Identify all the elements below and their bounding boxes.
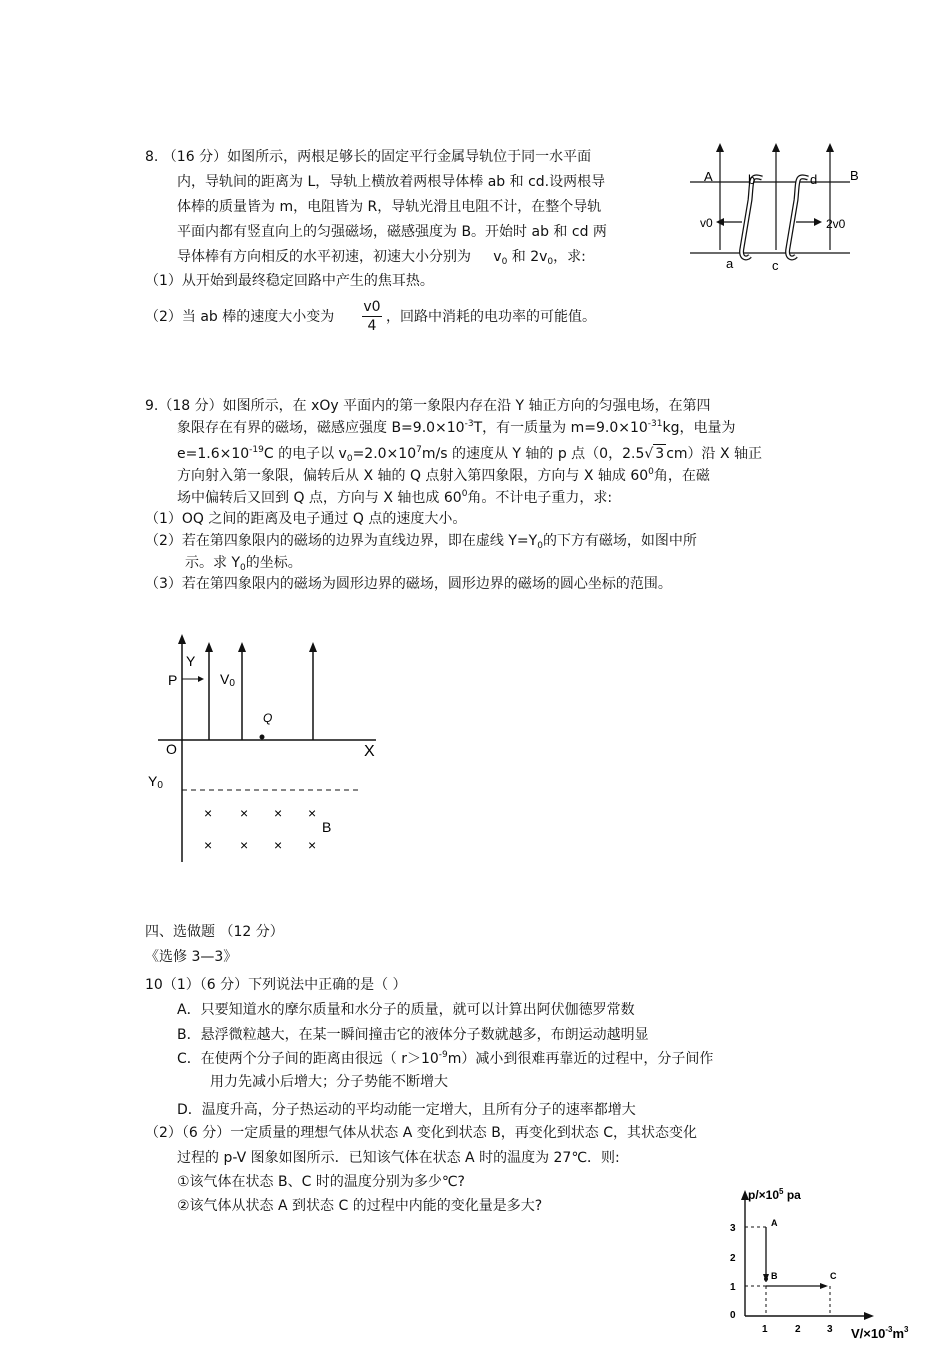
q9-label-O: O <box>166 741 177 757</box>
q10-option-d: D．温度升高，分子热运动的平均动能一定增大，且所有分子的速率都增大 <box>177 1102 636 1118</box>
q8-fraction-denominator: 4 <box>367 318 377 334</box>
q9-label-X: X <box>364 743 375 760</box>
q10-option-a: A．只要知道水的摩尔质量和水分子的质量，就可以计算出阿伏伽德罗常数 <box>177 1002 635 1018</box>
q8-label-v0: v0 <box>700 216 713 230</box>
q9-label-V0 <box>220 671 235 689</box>
pv-xtick-1: 1 <box>762 1324 768 1335</box>
q9-label-B: B <box>322 819 332 835</box>
q8-line-3: 体棒的质量皆为 m，电阻皆为 R，导轨光滑且电阻不计，在整个导轨 <box>177 199 602 215</box>
pv-ytick-3: 3 <box>730 1223 736 1234</box>
field-cross: × <box>274 837 283 853</box>
section-4-title: 四、选做题 （12 分） <box>145 924 284 940</box>
field-cross: × <box>308 837 317 853</box>
q9-label-P: P <box>168 672 178 688</box>
field-cross: × <box>204 837 213 853</box>
pv-ytick-2: 2 <box>730 1253 736 1264</box>
pv-graph <box>720 1180 950 1345</box>
field-cross: × <box>240 837 249 853</box>
q10-part-2-line-1: （2）（6 分）一定质量的理想气体从状态 A 变化到状态 B，再变化到状态 C，其状态变化 <box>145 1125 698 1141</box>
q9-field-figure <box>140 630 390 870</box>
field-cross: × <box>240 805 249 821</box>
q9-label-Y0 <box>148 773 163 791</box>
q9-line-1: 9.（18 分）如图所示，在 xOy 平面内的第一象限内存在沿 Y 轴正方向的匀强电场，在第四 <box>145 398 711 414</box>
q9-sub-3: （3）若在第四象限内的磁场为圆形边界的磁场，圆形边界的磁场的圆心坐标的范围。 <box>145 576 672 592</box>
q8-sub-2a: （2）当 ab 棒的速度大小变为 <box>145 309 335 325</box>
q9-line-5: 场中偏转后又回到 Q 点，方向与 X 轴也成 $60^0$角。不计电子重力，求: <box>177 489 613 506</box>
pv-point-B: B <box>771 1271 778 1281</box>
field-cross: × <box>274 805 283 821</box>
q8-line-5: 导体棒有方向相反的水平初速，初速大小分别为 $v_0$ 和 $2v_0$，求: <box>177 249 586 267</box>
q8-rails-figure <box>690 140 860 275</box>
q10-option-c-cont: 用力先减小后增大；分子势能不断增大 <box>210 1074 448 1090</box>
q9-line-4: 方向射入第一象限，偏转后从 X 轴的 Q 点射入第四象限，方向与 X 轴成 $60^0$角，在磁 <box>177 467 710 484</box>
pv-x-label-text: V/×10 <box>851 1326 886 1341</box>
q10-part-2-line-4: ②该气体从状态 A 到状态 C 的过程中内能的变化量是多大? <box>177 1198 543 1214</box>
q9-sub-2-cont: 示。求 $Y_0$的坐标。 <box>185 555 302 573</box>
pv-point-A: A <box>771 1218 778 1228</box>
q8-line-1: 8. （16 分）如图所示，两根足够长的固定平行金属导轨位于同一水平面 <box>145 149 592 165</box>
pv-x-axis-label <box>851 1325 909 1341</box>
pv-x-label-sup2: 3 <box>904 1325 909 1334</box>
q8-line-4: 平面内都有竖直向上的匀强磁场，磁感强度为 B。开始时 ab 和 cd 两 <box>177 224 607 240</box>
q10-option-b: B．悬浮微粒越大，在某一瞬间撞击它的液体分子数就越多，布朗运动越明显 <box>177 1027 649 1043</box>
q8-label-A: A <box>704 169 713 184</box>
q9-label-Y: Y <box>186 653 196 669</box>
q10-option-c: C．在使两个分子间的距离由很远（ $r>10^{-9}m$）减小到很难再靠近的过程中，分子间作 <box>177 1050 714 1067</box>
pv-ytick-0: 0 <box>730 1310 736 1321</box>
q8-label-b: b <box>748 172 756 187</box>
q8-label-c: c <box>772 258 779 273</box>
pv-point-C: C <box>830 1271 837 1281</box>
q8-fraction <box>362 298 382 335</box>
pv-y-label-text: p/×10 <box>748 1188 780 1202</box>
pv-ytick-1: 1 <box>730 1282 736 1293</box>
pv-xtick-2: 2 <box>795 1324 801 1335</box>
q10-part-2-line-2: 过程的 p-V 图象如图所示．已知该气体在状态 A 时的温度为 27℃．则: <box>177 1150 620 1166</box>
pv-xtick-3: 3 <box>827 1324 833 1335</box>
q9-line-2: 象限存在有界的磁场，磁感应强度 $B=9.0\times 10^{-3}T$，有一质量为 $m=9.0\times 10^{-31}kg$，电量为 <box>177 419 736 436</box>
q9-label-Y0-letter: Y <box>148 773 158 789</box>
q9-label-Y0-sub: 0 <box>157 780 163 791</box>
pv-y-axis-label <box>748 1187 801 1202</box>
q8-sub-2b: ，回路中消耗的电功率的可能值。 <box>386 309 596 325</box>
q8-label-B: B <box>850 168 859 183</box>
pv-x-label-unit: m <box>892 1326 905 1341</box>
q10-part-1: 10（1）（6 分）下列说法中正确的是（ ） <box>145 977 407 993</box>
pv-y-label-unit: pa <box>783 1188 801 1202</box>
q8-fraction-numerator: v0 <box>363 299 381 315</box>
pv-y-label-sup: 5 <box>779 1187 784 1196</box>
q8-line-2: 内，导轨间的距离为 L，导轨上横放着两根导体棒 ab 和 cd.设两根导 <box>177 174 606 190</box>
pv-x-label-sup: -3 <box>885 1325 893 1334</box>
section-4-subtitle: 《选修 3—3》 <box>145 949 238 965</box>
q9-sub-1: （1）OQ 之间的距离及电子通过 Q 点的速度大小。 <box>145 511 467 527</box>
q9-label-V0-sub: 0 <box>229 678 235 689</box>
q9-sub-2: （2）若在第四象限内的磁场的边界为直线边界，即在虚线 $Y=Y_0$的下方有磁场，如图中所 <box>145 533 697 551</box>
q8-sub-1: （1）从开始到最终稳定回路中产生的焦耳热。 <box>145 273 434 289</box>
field-cross: × <box>204 805 213 821</box>
q9-label-Q: Q <box>263 711 273 725</box>
q10-part-2-line-3: ①该气体在状态 B、C 时的温度分别为多少℃? <box>177 1174 465 1190</box>
q8-label-2v0: 2v0 <box>826 217 846 231</box>
q9-line-3: $e=1.6\times 10^{-19}C$ 的电子以 $v_0=2.0\times 10^7m/s$ 的速度从 Y 轴的 p 点（0，2.5√ 3 cm）沿 X 轴正 <box>177 445 763 464</box>
field-cross: × <box>308 805 317 821</box>
q9-label-V0-letter: V <box>220 671 230 687</box>
q8-label-a: a <box>726 256 734 271</box>
q8-label-d: d <box>810 172 818 187</box>
